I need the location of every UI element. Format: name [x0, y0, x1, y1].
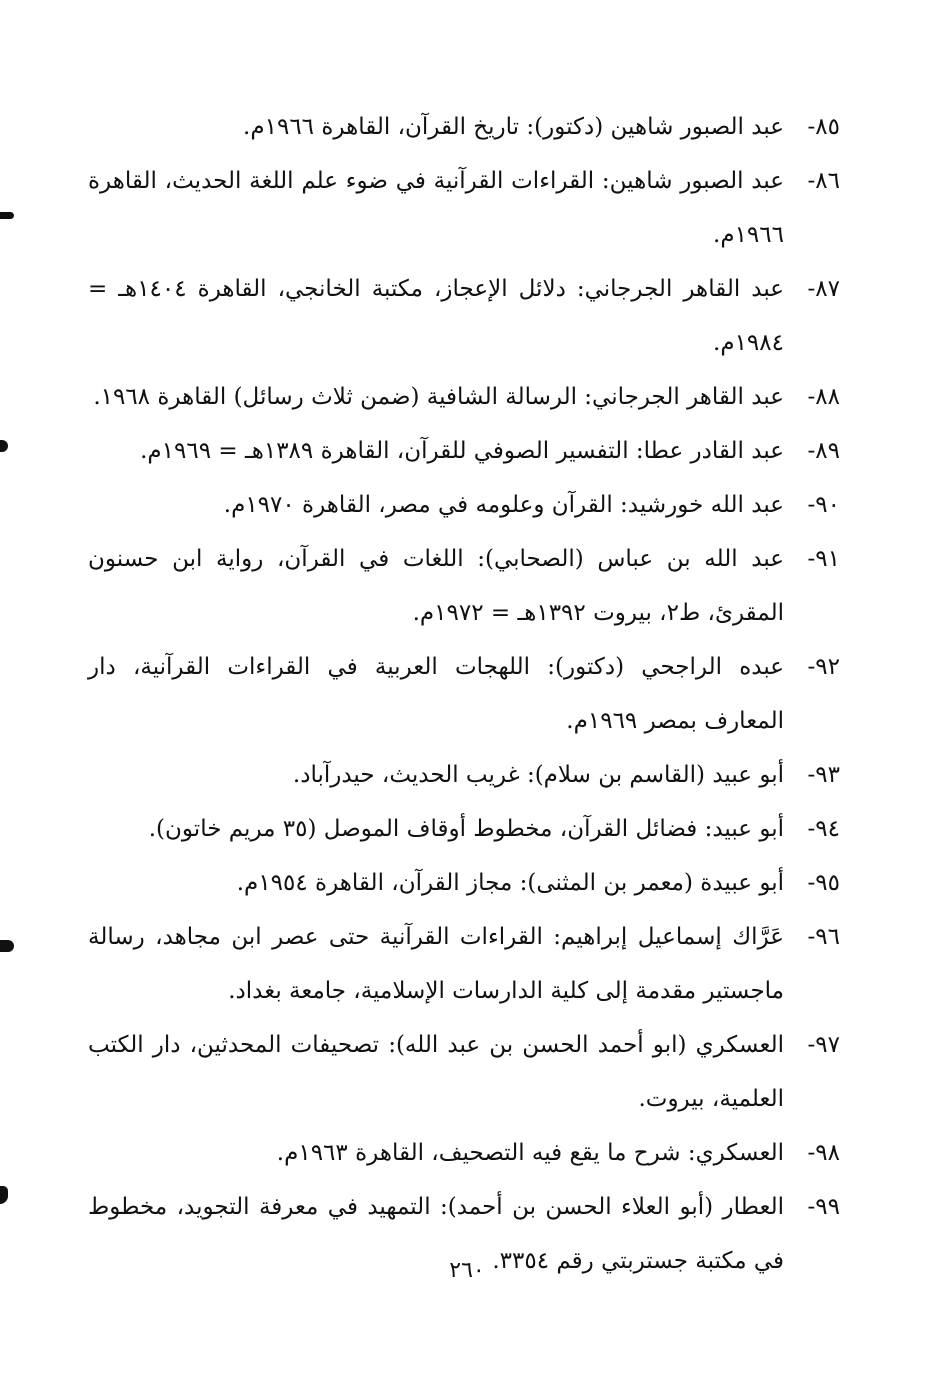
- entry-text: أبو عبيد (القاسم بن سلام): غريب الحديث، حيدرآباد.: [292, 762, 784, 788]
- entry-number: ٨٧-: [807, 276, 840, 302]
- entry-text: عبد الصبور شاهين: القراءات القرآنية في ضوء علم اللغة الحديث، القاهرة ١٩٦٦م.: [88, 168, 784, 248]
- bibliography-entry: [88, 262, 840, 370]
- entry-number: ٩٥-: [807, 870, 840, 896]
- scan-edge-mark: [0, 1186, 8, 1204]
- scan-edge-mark: [0, 440, 8, 452]
- entry-number: ٨٥-: [807, 114, 840, 140]
- page-number: ٢٦٠: [449, 1258, 485, 1283]
- entry-text: عبده الراجحي (دكتور): اللهجات العربية في القراءات القرآنية، دار المعارف بمصر ١٩٦٩م.: [88, 654, 784, 734]
- bibliography-entry: [88, 802, 840, 856]
- bibliography-entry: [88, 154, 840, 262]
- bibliography-entry: [88, 856, 840, 910]
- entry-text: عبد الله بن عباس (الصحابي): اللغات في القرآن، رواية ابن حسنون المقرئ، ط٢، بيروت ١٣٩٢هـ = ١٩٧٢م.: [88, 546, 784, 626]
- entry-text: أبو عبيدة (معمر بن المثنى): مجاز القرآن، القاهرة ١٩٥٤م.: [236, 870, 784, 896]
- scan-edge-mark: [0, 212, 14, 219]
- entry-number: ٩٠-: [807, 492, 840, 518]
- entry-number: ٩٣-: [807, 762, 840, 788]
- entry-text: عبد الصبور شاهين (دكتور): تاريخ القرآن، القاهرة ١٩٦٦م.: [243, 114, 784, 140]
- bibliography-entry: [88, 640, 840, 748]
- entry-number: ٩٩-: [807, 1194, 840, 1220]
- entry-text: العسكري (ابو أحمد الحسن بن عبد الله): تصحيفات المحدثين، دار الكتب العلمية، بيروت.: [88, 1032, 784, 1112]
- entry-number: ٩٢-: [807, 654, 840, 680]
- bibliography-entry: [88, 532, 840, 640]
- entry-number: ٩٤-: [807, 816, 840, 842]
- entry-text: عَرَّاك إسماعيل إبراهيم: القراءات القرآنية حتى عصر ابن مجاهد، رسالة ماجستير مقدمة إلى كلية الدارسات الإسلامية، جامعة بغداد.: [88, 924, 784, 1004]
- entry-number: ٨٦-: [807, 168, 840, 194]
- bibliography-entry: [88, 1018, 840, 1126]
- scan-edge-mark: [0, 940, 14, 952]
- entry-number: ٩٨-: [807, 1140, 840, 1166]
- entry-number: ٩١-: [807, 546, 840, 572]
- bibliography-list: [88, 100, 840, 1288]
- entry-text: أبو عبيد: فضائل القرآن، مخطوط أوقاف الموصل (٣٥ مريم خاتون).: [148, 816, 784, 842]
- bibliography-entry: [88, 100, 840, 154]
- bibliography-entry: [88, 478, 840, 532]
- bibliography-entry: [88, 748, 840, 802]
- bibliography-entry: [88, 910, 840, 1018]
- bibliography-entry: [88, 370, 840, 424]
- entry-text: عبد القادر عطا: التفسير الصوفي للقرآن، القاهرة ١٣٨٩هـ = ١٩٦٩م.: [140, 438, 784, 464]
- entry-number: ٩٧-: [807, 1032, 840, 1058]
- bibliography-entry: [88, 424, 840, 478]
- entry-text: عبد القاهر الجرجاني: دلائل الإعجاز، مكتبة الخانجي، القاهرة ١٤٠٤هـ = ١٩٨٤م.: [88, 276, 785, 356]
- entry-text: عبد القاهر الجرجاني: الرسالة الشافية (ضمن ثلاث رسائل) القاهرة ١٩٦٨.: [93, 384, 784, 410]
- entry-number: ٩٦-: [807, 924, 840, 950]
- entry-number: ٨٩-: [807, 438, 840, 464]
- entry-text: عبد الله خورشيد: القرآن وعلومه في مصر، القاهرة ١٩٧٠م.: [223, 492, 784, 518]
- entry-number: ٨٨-: [807, 384, 840, 410]
- entry-text: العطار (أبو العلاء الحسن بن أحمد): التمهيد في معرفة التجويد، مخطوط في مكتبة جستربتي رقم ٣٣٥٤.: [88, 1194, 784, 1274]
- bibliography-entry: [88, 1126, 840, 1180]
- entry-text: العسكري: شرح ما يقع فيه التصحيف، القاهرة ١٩٦٣م.: [276, 1140, 784, 1166]
